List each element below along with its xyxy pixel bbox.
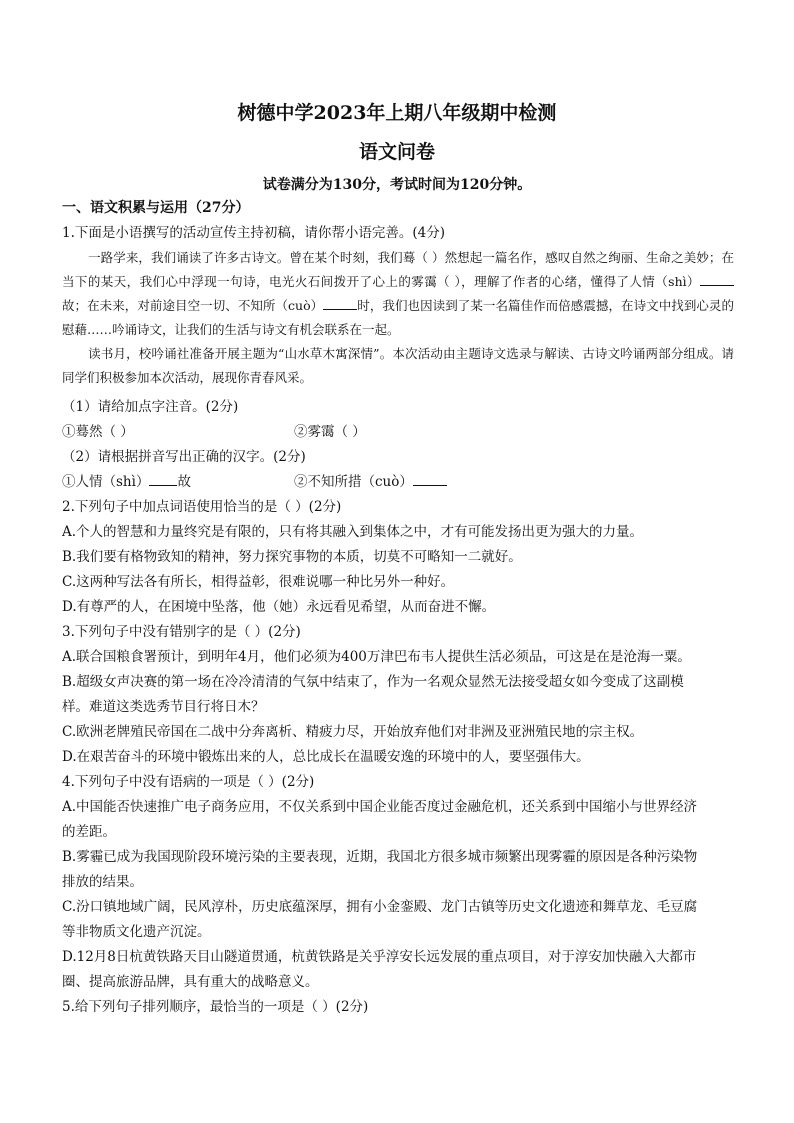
- sub2-option-a-1: ①人情（shì）: [62, 474, 150, 490]
- question-3-option-a: A.联合国粮食署预计，到明年4月，他们必须为400万津巴布韦人提供生活必须品，可这是在是沧海一粟。: [62, 649, 691, 665]
- question-3-stem: 3.下列句子中没有错别字的是（ ）(2分): [62, 624, 301, 640]
- passage-text-d: 读书月，校吟诵社准备开展主题为“山水草木寓深情”。本次活动由主题诗文选录与解读、古诗文吟诵两部分组成。请同学们积极参加本次活动，展现你青春风采。: [62, 346, 734, 385]
- answer-blank[interactable]: [413, 473, 447, 486]
- answer-blank[interactable]: [323, 297, 357, 310]
- question-3-option-b-cont: 样。难道这类选秀节目行将日木？: [62, 699, 265, 715]
- question-4-option-c: C.汾口镇地域广阔，民风淳朴，历史底蕴深厚，拥有小金銮殿、龙门古镇等历史文化遗迹和舞草龙、毛豆腐: [62, 899, 698, 915]
- question-2-option-c: C.这两种写法各有所长，相得益彰，很难说哪一种比另外一种好。: [62, 574, 455, 590]
- question-4-option-d: D.12月8日杭黄铁路天目山隧道贯通，杭黄铁路是关乎淳安长远发展的重点项目，对于淳安加快融入大都市: [62, 949, 697, 965]
- exam-subtitle: 语文问卷: [358, 141, 435, 163]
- sub2-option-a-2: 故: [177, 474, 191, 490]
- question-2-option-b: B.我们要有格物致知的精神，努力探究事物的本质，切莫不可略知一二就好。: [62, 549, 522, 565]
- question-4-option-b-cont: 排放的结果。: [62, 874, 143, 890]
- question-1-sub2: （2）请根据拼音写出正确的汉字。(2分): [62, 449, 306, 465]
- question-3-option-d: D.在艰苦奋斗的环境中锻炼出来的人，总比成长在温暖安逸的环境中的人，要坚强伟大。: [62, 749, 590, 765]
- section-heading: 一、语文积累与运用（27分）: [62, 200, 250, 216]
- question-1-sub1: （1）请给加点字注音。(2分): [62, 399, 239, 415]
- sub1-option-a: ①蓦然（ ）: [62, 424, 134, 440]
- question-2-option-a: A.个人的智慧和力量终究是有限的，只有将其融入到集体之中，才有可能发扬出更为强大的力量。: [62, 524, 644, 540]
- answer-blank[interactable]: [149, 473, 177, 486]
- question-4-option-d-cont: 圈、提高旅游品牌，具有重大的战略意义。: [62, 974, 319, 990]
- exam-title: 树德中学2023年上期八年级期中检测: [237, 102, 557, 124]
- sub1-option-b: ②雾霭（ ）: [294, 424, 366, 440]
- sub2-option-b-wrap: [294, 472, 447, 492]
- passage-text-b: 故；在未来，对前途目空一切、不知所（cuò）: [62, 298, 324, 313]
- passage-text-a: 一路学来，我们诵读了许多古诗文。曾在某个时刻，我们蓦（ ）然想起一篇名作，感叹自然之绚丽、生命之美妙；在当下的某天，我们心中浮现一句诗，电光火石间拨开了心上的雾霭（ ），理解了作者的心绪，懂得了人情（shì）: [62, 250, 734, 289]
- question-1-passage-2: [62, 342, 734, 390]
- question-3-option-b: B.超级女声决赛的第一场在冷冷清清的气氛中结束了，作为一名观众显然无法接受超女如今变成了这副模: [62, 674, 684, 690]
- question-1-sub1-options: [62, 422, 742, 442]
- question-1-passage: [62, 246, 734, 342]
- question-4-option-a: A.中国能否快速推广电子商务应用，不仅关系到中国企业能否度过金融危机，还关系到中国缩小与世界经济: [62, 799, 698, 815]
- question-5-stem: 5.给下列句子排列顺序，最恰当的一项是（ ）(2分): [62, 999, 369, 1015]
- question-2-stem: 2.下列句子中加点词语使用恰当的是（ ）(2分): [62, 499, 342, 515]
- question-4-option-a-cont: 的差距。: [62, 824, 116, 840]
- question-4-option-b: B.雾霾已成为我国现阶段环境污染的主要表现，近期，我国北方很多城市频繁出现雾霾的原因是各种污染物: [62, 849, 698, 865]
- question-1-sub2-options: [62, 472, 742, 492]
- question-4-option-c-cont: 等非物质文化遗产沉淀。: [62, 924, 211, 940]
- answer-blank[interactable]: [700, 273, 734, 286]
- question-1-stem: 1.下面是小语撰写的活动宣传主持初稿，请你帮小语完善。(4分): [62, 225, 446, 241]
- question-4-stem: 4.下列句子中没有语病的一项是（ ）(2分): [62, 774, 315, 790]
- question-2-option-d: D.有尊严的人，在困境中坠落，他（她）永远看见希望，从而奋进不懈。: [62, 599, 496, 615]
- passage-text-c: 时，我们也因读到了某一名篇佳作而倍感震撼，在诗文中找到心灵的慰藉……吟诵诗文，让我们的生活与诗文有机会联系在一起。: [62, 298, 734, 337]
- exam-note: 试卷满分为130分，考试时间为120分钟。: [262, 177, 532, 193]
- question-3-option-c: C.欧洲老牌殖民帝国在二战中分奔离析、精疲力尽，开始放弃他们对非洲及亚洲殖民地的宗主权。: [62, 724, 644, 740]
- sub2-option-b: ②不知所措（cuò）: [294, 474, 413, 490]
